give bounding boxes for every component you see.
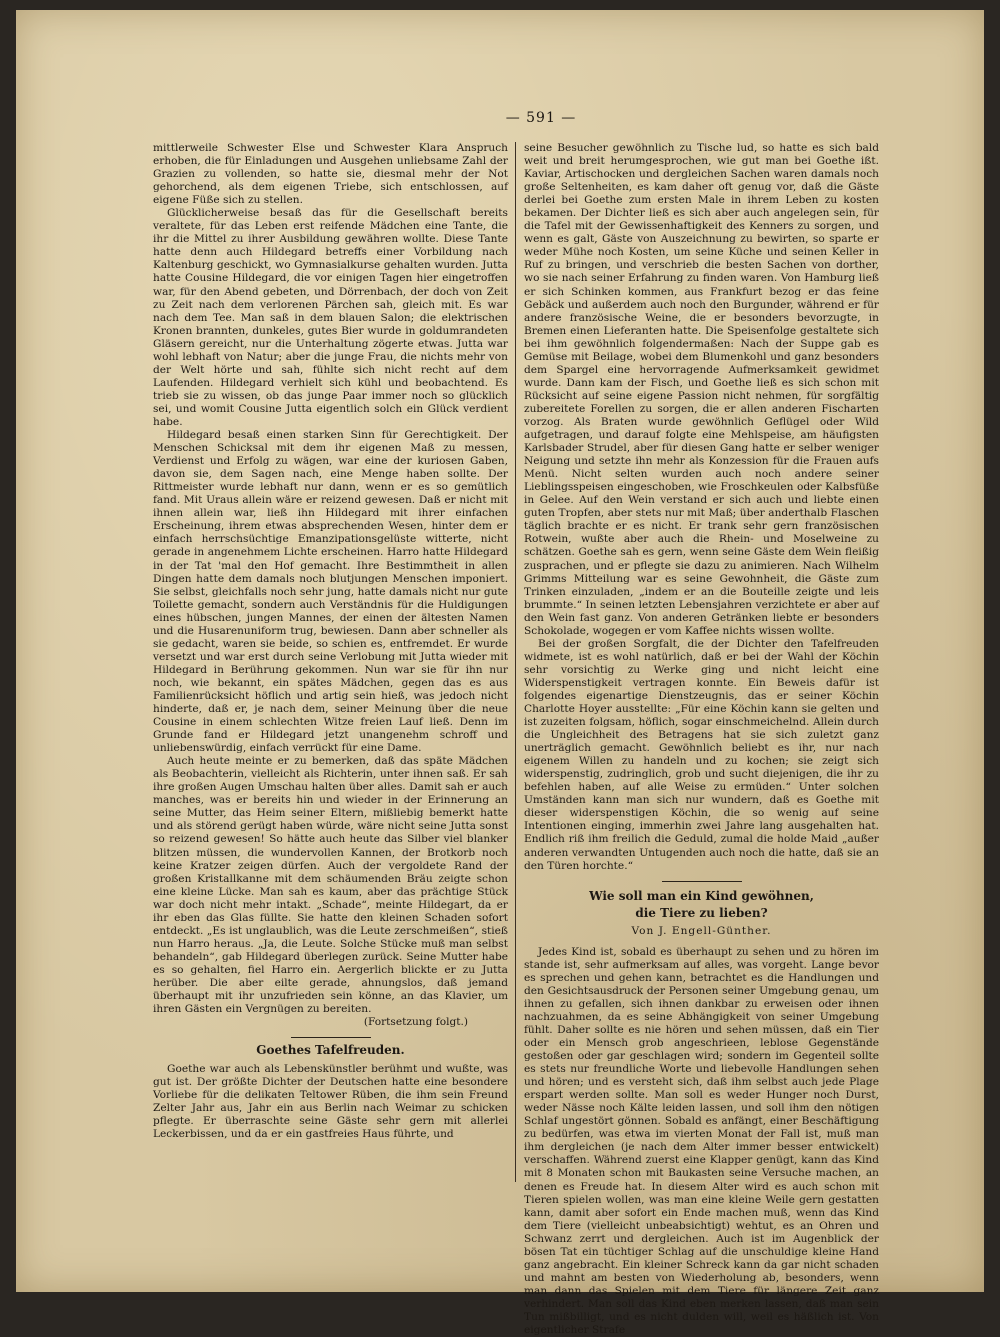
paragraph: Goethe war auch als Lebenskünstler berühmt und wußte, was gut ist. Der größte Dichter der Deutschen hatte eine besondere Vorliebe für die delikaten Teltower Rüben, die ihm sein Freund Zelter Jahr aus, Jahr ein aus Berlin nach Weimar zu schicken pflegte. Er überraschte seine Gäste sehr gern mit allerlei Leckerbissen, und da er ein gastfreies Haus führte, und <box>153 1063 508 1141</box>
column-divider <box>515 142 516 1182</box>
article-title-line-1: Wie soll man ein Kind gewöhnen, <box>589 888 814 903</box>
section-rule <box>662 881 742 882</box>
paragraph: mittlerweile Schwester Else und Schwester Klara Anspruch erhoben, die für Einladungen und Ausgehen unliebsame Zahl der Grazien zu vollenden, so hatte sie, diesmal mehr der Not gehorchend, als dem eigenen Triebe, sich entschlossen, auf eigene Füße sich zu stellen. <box>153 142 508 207</box>
paragraph: Bei der großen Sorgfalt, die der Dichter den Tafelfreuden widmete, ist es wohl natürlich, daß er bei der Wahl der Köchin sehr vorsichtig zu Werke ging und nicht leicht eine Widerspenstigkeit vertragen konnte. Ein Beweis dafür ist folgendes eigenartige Dienstzeugnis, das er seiner Köchin Charlotte Hoyer ausstellte: „Für eine Köchin kann sie gelten und ist zuzeiten folgsam, höflich, sogar einschmeichelnd. Allein durch die Ungleichheit des Betragens hat sie sich zuletzt ganz unerträglich gemacht. Gewöhnlich beliebt es ihr, nur nach eigenem Willen zu handeln und zu kochen; sie zeigt sich widerspenstig, zudringlich, grob und sucht diejenigen, die ihr zu befehlen haben, auf alle Weise zu ermüden.“ Unter solchen Umständen kann man sich nur wundern, daß es Goethe mit dieser widerspenstigen Köchin, die so wenig auf seine Intentionen einging, immerhin zwei Jahre lang ausgehalten hat. Endlich riß ihm freilich die Geduld, zumal die holde Maid „außer anderen verwandten Untugenden auch noch die hatte, daß sie an den Türen horchte.“ <box>524 637 879 872</box>
article-title: Goethes Tafelfreuden. <box>256 1043 405 1058</box>
paragraph: Jedes Kind ist, sobald es überhaupt zu sehen und zu hören im stande ist, sehr aufmerksam auf alles, was vorgeht. Lange bevor es sprechen und gehen kann, betrachtet es die Handlungen und den Gesichtsausdruck der Personen seiner Umgebung genau, um ihnen zu gefallen, sich ihnen dankbar zu erweisen oder ihnen nachzuahmen, da es seine Abhängigkeit von seiner Umgebung fühlt. Daher sollte es nie hören und sehen müssen, daß ein Tier oder ein Mensch grob angeschrieen, leblose Gegenstände gestoßen oder gar geschlagen wird; sondern im Gegenteil sollte es stets nur freundliche Worte und liebevolle Handlungen sehen und hören; und es versteht sich, daß ihm selbst auch jede Plage erspart werden sollte. Man soll es weder Hunger noch Durst, weder Nässe noch Kälte leiden lassen, und soll ihm den nötigen Schlaf ungestört gönnen. Sobald es anfängt, einer Beschäftigung zu bedürfen, was etwa im vierten Monat der Fall ist, muß man ihm dergleichen (je nach dem Alter immer besser entwickelt) verschaffen. Während zuerst eine Klapper genügt, kann das Kind mit 8 Monaten schon mit Baukasten seine Versuche machen, an denen es Freude hat. In diesem Alter wird es auch schon mit Tieren spielen wollen, was man eine kleine Weile gern gestatten kann, damit aber sofort ein Ende machen muß, wenn das Kind dem Tiere (vielleicht unbeabsichtigt) wehtut, es an Ohren und Schwanz zerrt und dergleichen. Auch ist im Augenblick der bösen Tat ein tüchtiger Schlag auf die unschuldige kleine Hand ganz angebracht. Ein kleiner Schreck kann da gar nicht schaden und mahnt am besten von Wiederholung ab, besonders, wenn man dann das Spielen mit dem Tiere für längere Zeit ganz verhindert. Man soll das Kind eben merken lassen, daß man sein Tun mißbilligt, und es nicht dulden will, weil es häßlich ist. Von eigentlicher Strafe <box>524 945 879 1337</box>
newspaper-page <box>16 10 984 1337</box>
paragraph: Auch heute meinte er zu bemerken, daß das späte Mädchen als Beobachterin, vielleicht als Richterin, unter ihnen saß. Er sah ihre großen Augen Umschau halten über alles. Damit sah er auch manches, was er bereits hin und wieder in der Erinnerung an seine Mutter, das Heim seiner Eltern, mißliebig bemerkt hatte und als störend gerügt haben würde, wäre nicht seine Jutta sonst so reizend gewesen! So hätte auch heute das Silber viel blanker blitzen müssen, die wundervollen Kannen, der Brotkorb noch keine Kratzer zeigen dürfen. Auch der vergoldete Rand der großen Kristallkanne mit dem schäumenden Bräu zeigte schon eine kleine Lücke. Man sah es kaum, aber das prächtige Stück war doch nicht mehr intakt. „Schade“, meinte Hildegart, da er ihr eben das Glas füllte. Sie hatte den kleinen Schaden sofort entdeckt. „Es ist unglaublich, was die Leute zerschmeißen“, stieß nun Harro heraus. „Ja, die Leute. Solche Stücke muß man selbst behandeln“, gab Hildegard überlegen zurück. Seine Mutter habe es so gehalten, fiel Harro ein. Aergerlich blickte er zu Jutta herüber. Die aber eilte gerade, ahnungslos, daß jemand überhaupt mit ihr unzufrieden sein könne, an das Klavier, um ihren Gästen ein Vergnügen zu bereiten. <box>153 755 508 1016</box>
section-rule <box>291 1037 371 1038</box>
article-title-line-2: die Tiere zu lieben? <box>635 905 768 920</box>
paragraph: seine Besucher gewöhnlich zu Tische lud, so hatte es sich bald weit und breit herumgesprochen, wie gut man bei Goethe ißt. Kaviar, Artischocken und dergleichen Sachen waren damals noch große Seltenheiten, es kam daher oft genug vor, daß die Gäste derlei bei Goethe zum ersten Male in ihrem Leben zu kosten bekamen. Der Dichter ließ es sich aber auch angelegen sein, für die Tafel mit der Gewissenhaftigkeit des Kenners zu sorgen, und wenn es galt, Gäste von Auszeichnung zu bewirten, so sparte er weder Mühe noch Kosten, um seine Küche und seinen Keller in Ruf zu bringen, und verschrieb die besten Sachen von dorther, wo sie nach seiner Erfahrung zu finden waren. Von Hamburg ließ er sich Schinken kommen, aus Frankfurt bezog er das feine Gebäck und außerdem auch noch den Burgunder, während er für andere französische Weine, die er besonders bevorzugte, in Bremen einen Lieferanten hatte. Die Speisenfolge gestaltete sich bei ihm gewöhnlich folgendermaßen: Nach der Suppe gab es Gemüse mit Beilage, wobei dem Blumenkohl und ganz besonders dem Spargel eine hervorragende Aufmerksamkeit gewidmet wurde. Dann kam der Fisch, und Goethe ließ es sich schon mit Rücksicht auf seine eigene Passion nicht nehmen, für sorgfältig zubereitete Forellen zu sorgen, die er allen anderen Fischarten vorzog. Als Braten wurde gewöhnlich Geflügel oder Wild aufgetragen, und darauf folgte eine Mehlspeise, am häufigsten Karlsbader Strudel, aber für diesen Gang hatte er selber weniger Neigung und setzte ihn mehr als Konzession für die Frauen aufs Menü. Nicht selten wurden auch noch andere seiner Lieblingsspeisen eingeschoben, wie Froschkeulen oder Kalbsfüße in Gelee. Auf den Wein verstand er sich auch und liebte einen guten Tropfen, aber stets nur mit Maß; über anderthalb Flaschen täglich brachte er es nicht. Er trank sehr gern französischen Rotwein, wußte aber auch die Rhein- und Moselweine zu schätzen. Goethe sah es gern, wenn seine Gäste dem Wein fleißig zusprachen, und er pflegte sie dazu zu animieren. Nach Wilhelm Grimms Mitteilung war es seine Gewohnheit, die Gäste zum Trinken einzuladen, „indem er an die Bouteille zeigte und leis brummte.“ In seinen letzten Lebensjahren verzichtete er aber auf den Wein fast ganz. Von anderen Getränken liebte er besonders Schokolade, wogegen er vom Kaffee nichts wissen wollte. <box>524 142 879 637</box>
paragraph: Hildegard besaß einen starken Sinn für Gerechtigkeit. Der Menschen Schicksal mit dem ihr eigenen Maß zu messen, Verdienst und Erfolg zu wägen, war eine der kuriosen Gaben, davon sie, dem Sagen nach, eine Menge haben sollte. Der Rittmeister wurde lebhaft nur dann, wenn er es so gemütlich fand. Mit Uraus allein wäre er reizend gewesen. Daß er nicht mit ihnen allein war, ließ ihn Hildegard mit ihrer einfachen Erscheinung, ihrem etwas absprechenden Wesen, hinter dem er einfach herrschsüchtige Emanzipationsgelüste witterte, nicht gerade in angenehmem Lichte erscheinen. Harro hatte Hildegard in der Tat 'mal den Hof gemacht. Ihre Bestimmtheit in allen Dingen hatte dem damals noch blutjungen Menschen imponiert. Sie selbst, gleichfalls noch sehr jung, hatte damals nicht nur gute Toilette gemacht, sondern auch Verständnis für die Huldigungen eines hübschen, jungen Mannes, der einen der ältesten Namen und die Husarenuniform trug, bewiesen. Dann aber schneller als sie gedacht, waren sie beide, so schien es, entfremdet. Er wurde versetzt und war erst durch seine Verlobung mit Jutta wieder mit Hildegard in Berührung gekommen. Nun war sie für ihn nur noch, wie bekannt, ein spätes Mädchen, gegen das es aus Familienrücksicht höflich und artig sein hieß, was jedoch nicht hinderte, daß er, je nach dem, seiner Meinung über die neue Cousine in einem schlechten Witze freien Lauf ließ. Denn im Grunde fand er Hildegard jetzt unangenehm schroff und unliebenswürdig, einfach verrückt für eine Dame. <box>153 429 508 755</box>
paragraph: Glücklicherweise besaß das für die Gesellschaft bereits veraltete, für das Leben erst reifende Mädchen eine Tante, die ihr die Mittel zu ihrer Ausbildung gewähren wollte. Diese Tante hatte denn auch Hildegard betreffs einer Vorbildung nach Kaltenburg geschickt, wo Gymnasialkurse gehalten wurden. Jutta hatte Cousine Hildegard, die vor einigen Tagen hier eingetroffen war, für den Abend gebeten, und Dörrenbach, der doch von Zeit zu Zeit nach dem verlorenen Pärchen sah, gleich mit. Es war nach dem Tee. Man saß in dem blauen Salon; die elektrischen Kronen brannten, dunkeles, gutes Bier wurde in goldumrandeten Gläsern gereicht, nur die Unterhaltung zögerte etwas. Jutta war wohl lebhaft von Natur; aber die junge Frau, die nichts mehr von der Welt hörte und sah, fühlte sich nicht recht auf dem Laufenden. Hildegard verhielt sich kühl und beobachtend. Es trieb sie zu wissen, ob das junge Paar immer noch so glücklich sei, und womit Cousine Jutta eigentlich solch ein Glück verdient habe. <box>153 207 508 428</box>
right-column <box>524 142 879 1337</box>
page-number: — 591 — <box>505 110 577 126</box>
left-column <box>153 142 508 1142</box>
continuation-note: (Fortsetzung folgt.) <box>363 1016 468 1029</box>
article-byline: Von J. Engell-Günther. <box>631 924 772 937</box>
